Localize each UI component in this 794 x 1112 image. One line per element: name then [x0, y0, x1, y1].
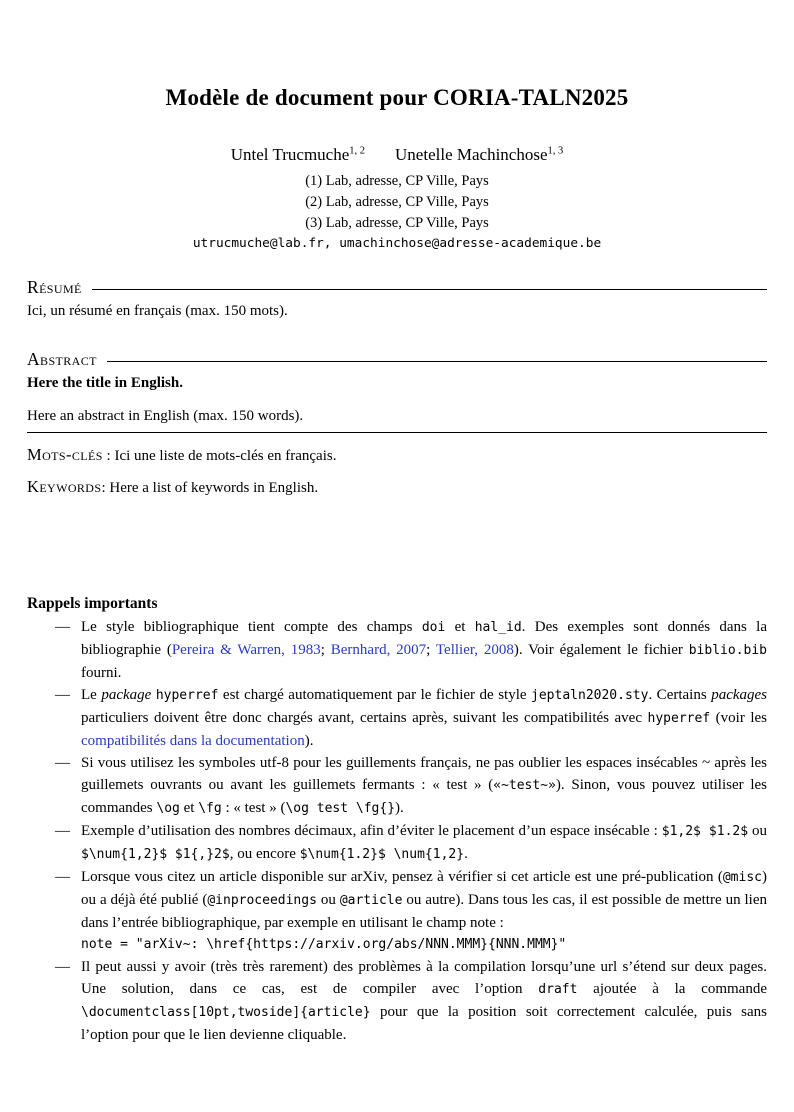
list-item: [55, 820, 767, 866]
bullet-dash: —: [55, 822, 70, 839]
inline-text: ) ou a déjà été publié (: [81, 868, 767, 908]
abstract-section-header: [27, 349, 767, 370]
inline-text: Lorsque vous citez un article disponible sur arXiv, pensez à vérifier si cet article est une pré-publication (: [81, 868, 723, 885]
inline-text: ou: [748, 822, 767, 839]
horizontal-rule: [107, 361, 767, 362]
bullet-dash: —: [55, 618, 70, 635]
inline-text: ). Voir également le fichier: [513, 641, 689, 658]
inline-code: hyperref: [647, 710, 711, 726]
keywords-text: Here a list of keywords in English.: [109, 479, 319, 496]
inline-link[interactable]: Pereira & Warren, 1983: [171, 641, 321, 658]
resume-body: Ici, un résumé en français (max. 150 mots).: [27, 303, 288, 319]
inline-text: ).: [395, 799, 404, 816]
inline-code: doi: [421, 619, 446, 635]
inline-text: Il peut aussi y avoir (très très rarement) des problèmes à la compilation lorsqu’une url s’étend sur deux pages. Une solution, dans ce cas, est de compiler avec l’option: [81, 958, 767, 997]
bullet-dash: —: [55, 958, 70, 975]
inline-text: Si vous utilisez les symboles utf-8 pour les guillements français, ne pas oublier les espaces insécables ~ après les guillemets ouvrants ou avant les guillemets fermants : « test » (: [81, 754, 767, 793]
reminders-list: [27, 616, 767, 1046]
list-item-body: [81, 959, 767, 1043]
inline-text: et: [445, 618, 475, 635]
list-item: [55, 616, 767, 684]
inline-code: «~test~»: [493, 777, 556, 793]
inline-text: .: [464, 845, 468, 862]
inline-text: pour que la position soit correctement calculée, puis sans l’option pour que le lien devienne cliquable.: [81, 1003, 767, 1043]
list-item: [55, 752, 767, 820]
paper-title: Modèle de document pour CORIA-TALN2025: [165, 85, 629, 110]
affiliation-line: (3) Lab, adresse, CP Ville, Pays: [305, 215, 489, 231]
reminders-heading: Rappels importants: [27, 594, 158, 612]
list-item: [55, 956, 767, 1046]
inline-text: Le style bibliographique tient compte des champs: [81, 618, 422, 635]
inline-text: ).: [304, 732, 314, 749]
inline-link[interactable]: compatibilités dans la documentation: [81, 732, 305, 749]
inline-text: particuliers doivent être donc chargés avant, certains après, suivant les compatibilités avec: [81, 709, 648, 726]
inline-text: ajoutée à la commande: [577, 980, 767, 997]
inline-text: ou autre). Dans tous les cas, il est possible de mettre un lien dans l’entrée bibliographique, par exemple en utilisant le champ note :: [81, 891, 768, 931]
abstract-english-title: Here the title in English.: [27, 374, 183, 391]
authors-line: [27, 145, 767, 165]
inline-code: $\num{1.2}$ \num{1,2}: [299, 846, 465, 862]
keywords-separator: :: [101, 479, 110, 496]
abstract-label: Abstract: [27, 348, 97, 369]
inline-text: ). Sinon, vous pouvez utiliser les commandes: [81, 776, 767, 816]
inline-text: et: [179, 799, 199, 816]
inline-code: @article: [339, 892, 403, 908]
inline-text: Le: [81, 686, 102, 703]
resume-label: Résumé: [27, 277, 82, 297]
bullet-dash: —: [55, 868, 70, 885]
emails-line: utrucmuche@lab.fr, umachinchose@adresse-academique.be: [192, 236, 602, 251]
resume-section-header: [27, 277, 767, 298]
inline-text: , ou encore: [229, 845, 300, 862]
bullet-dash: —: [55, 754, 70, 771]
inline-code: draft: [538, 981, 578, 997]
inline-text: fourni.: [81, 664, 122, 681]
list-item: [55, 684, 767, 752]
inline-text: ;: [320, 641, 331, 658]
list-item-body: [81, 687, 767, 749]
inline-link[interactable]: Tellier, 2008: [435, 641, 514, 658]
list-item-body: [81, 755, 767, 816]
inline-text: package: [101, 686, 152, 703]
inline-code: note = "arXiv~: \href{https://arxiv.org/abs/NNN.MMM}{NNN.MMM}": [81, 936, 567, 952]
inline-code: \og test \fg{}: [285, 800, 396, 816]
author-2: [395, 145, 563, 165]
author-name: Untel Trucmuche: [230, 145, 350, 164]
affiliations-block: [27, 171, 767, 234]
list-item-body: [81, 619, 767, 681]
inline-text: . Des exemples sont donnés dans la bibliographie (: [81, 618, 768, 658]
motscles-text: Ici une liste de mots-clés en français.: [114, 447, 337, 464]
inline-code: \fg: [198, 800, 222, 816]
inline-text: packages: [711, 686, 767, 703]
abstract-body: Here an abstract in English (max. 150 words).: [27, 406, 767, 433]
inline-code: hal_id: [474, 619, 522, 635]
motscles-separator: :: [102, 447, 115, 464]
inline-text: : « test » (: [221, 799, 286, 816]
motscles-line: [27, 445, 767, 465]
inline-code: @inproceedings: [207, 892, 317, 908]
keywords-label: Keywords: [27, 476, 102, 496]
list-item: [55, 866, 767, 956]
inline-code: $\num{1,2}$ $1{,}2$: [81, 846, 230, 862]
inline-text: . Certains: [648, 686, 712, 703]
inline-code: hyperref: [155, 687, 219, 703]
motscles-label: Mots-clés: [27, 444, 103, 464]
inline-text: ;: [426, 641, 436, 658]
inline-code: \og: [156, 800, 180, 816]
affiliation-line: (2) Lab, adresse, CP Ville, Pays: [305, 194, 489, 210]
author-affiliation-sup: 1, 3: [547, 145, 564, 157]
keywords-line: [27, 477, 767, 497]
horizontal-rule: [92, 289, 767, 290]
author-affiliation-sup: 1, 2: [349, 145, 366, 157]
author-name: Unetelle Machinchose: [395, 145, 548, 164]
inline-text: (voir les: [710, 709, 767, 726]
inline-text: Exemple d’utilisation des nombres décimaux, afin d’éviter le placement d’un espace insécable :: [81, 822, 662, 839]
affiliation-line: (1) Lab, adresse, CP Ville, Pays: [305, 173, 489, 189]
inline-code: $1,2$ $1.2$: [661, 823, 749, 839]
inline-link[interactable]: Bernhard, 2007: [330, 641, 427, 658]
inline-text: est chargé automatiquement par le fichier de style: [218, 686, 532, 703]
inline-code: biblio.bib: [688, 642, 768, 658]
list-item-body: [81, 823, 767, 862]
list-item-body: [81, 869, 767, 956]
author-1: [231, 145, 365, 165]
inline-code: \documentclass[10pt,twoside]{article}: [81, 1004, 371, 1020]
inline-code: jeptaln2020.sty: [531, 687, 649, 703]
inline-code: @misc: [722, 869, 762, 885]
inline-text: ou: [316, 891, 340, 908]
bullet-dash: —: [55, 686, 70, 703]
